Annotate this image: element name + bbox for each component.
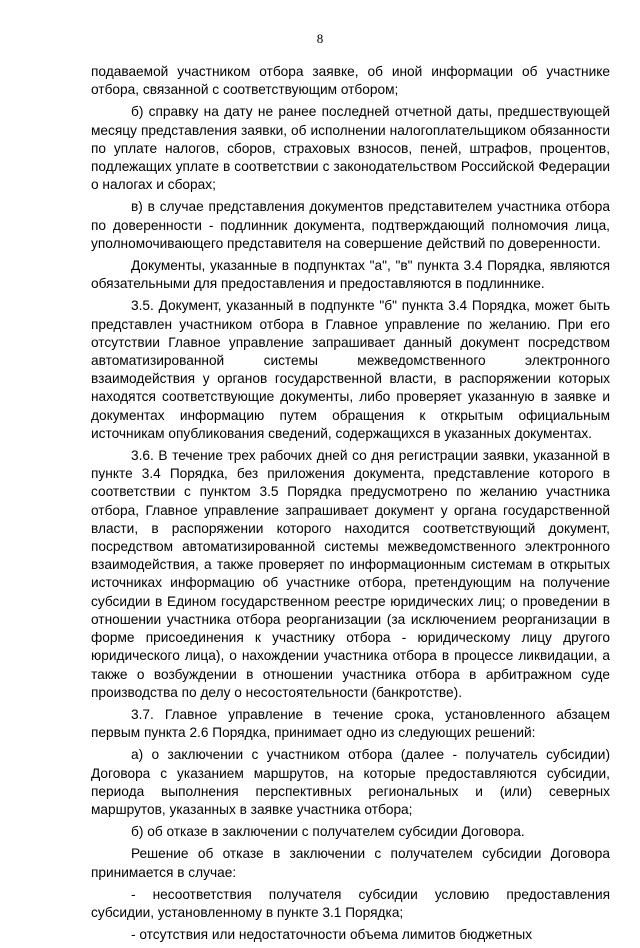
paragraph: подаваемой участником отбора заявке, об иной информации об участнике отбора, связанной с соответствующим отбором; — [91, 64, 610, 98]
paragraph: Решение об отказе в заключении с получателем субсидии Договора принимается в случае: — [91, 846, 610, 880]
paragraph: 3.6. В течение трех рабочих дней со дня регистрации заявки, указанной в пункте 3.4 Порядка, без приложения документа, представление которого в соответствии с пунктом 3.5 Порядка предусмотрено по желанию участника отбора, Главное управление запрашивает документ у органа государственной власти, в распоряжении которого находится соответствующий документ, посредством автоматизированной системы межведомственного электронного взаимодействия, а также проверяет по информационным системам в открытых источниках информацию об участнике отбора, претендующим на получение субсидии в Едином государственном реестре юридических лиц; о проведении в отношении участника отбора реорганизации (за исключением реорганизации в форме присоединения к участнику отбора - юридическому лицу другого юридического лица), о нахождении участника отбора в процессе ликвидации, а также о возбуждении в отношении участника отбора в арбитражном суде производства по делу о несостоятельности (банкротстве). — [91, 448, 610, 700]
paragraph: б) справку на дату не ранее последней отчетной даты, предшествующей месяцу представления заявки, об исполнении налогоплательщиком обязанности по уплате налогов, сборов, страховых взносов, пеней, штрафов, процентов, подлежащих уплате в соответствии с законодательством Российской Федерации о налогах и сборах; — [91, 104, 610, 193]
paragraph: Документы, указанные в подпунктах "а", "в" пункта 3.4 Порядка, являются обязательными для предоставления и предоставляются в подлиннике. — [91, 258, 610, 292]
paragraph: в) в случае представления документов представителем участника отбора по доверенности - подлинник документа, подтверждающий полномочия лица, уполномочивающего представителя на совершение действий по доверенности. — [91, 199, 610, 251]
document-body — [91, 63, 610, 948]
paragraph: 3.7. Главное управление в течение срока, установленного абзацем первым пункта 2.6 Порядка, принимает одно из следующих решений: — [91, 706, 610, 741]
list-item: - отсутствия или недостаточности объема лимитов бюджетных — [131, 927, 533, 943]
paragraph: 3.5. Документ, указанный в подпункте "б" пункта 3.4 Порядка, может быть представлен участником отбора в Главное управление по желанию. При его отсутствии Главное управление запрашивает данный документ посредством автоматизированной системы межведомственного электронного взаимодействия у органов государственной власти, в распоряжении которых находятся соответствующие документы, либо проверяет указанную в заявке и документах информацию путем обращения к открытым официальным источникам опубликования сведений, содержащихся в указанных документах. — [91, 298, 610, 441]
paragraph: б) об отказе в заключении с получателем субсидии Договора. — [131, 824, 525, 840]
list-item: - несоответствия получателя субсидии условию предоставления субсидии, установленному в пункте 3.1 Порядка; — [91, 886, 610, 920]
paragraph: а) о заключении с участником отбора (далее - получатель субсидии) Договора с указанием маршрутов, на которые предоставляются субсидии, периода выполнения перспективных региональных и (или) северных маршрутов, указанных в заявке участника отбора; — [91, 747, 610, 817]
page-number: 8 — [316, 31, 324, 46]
